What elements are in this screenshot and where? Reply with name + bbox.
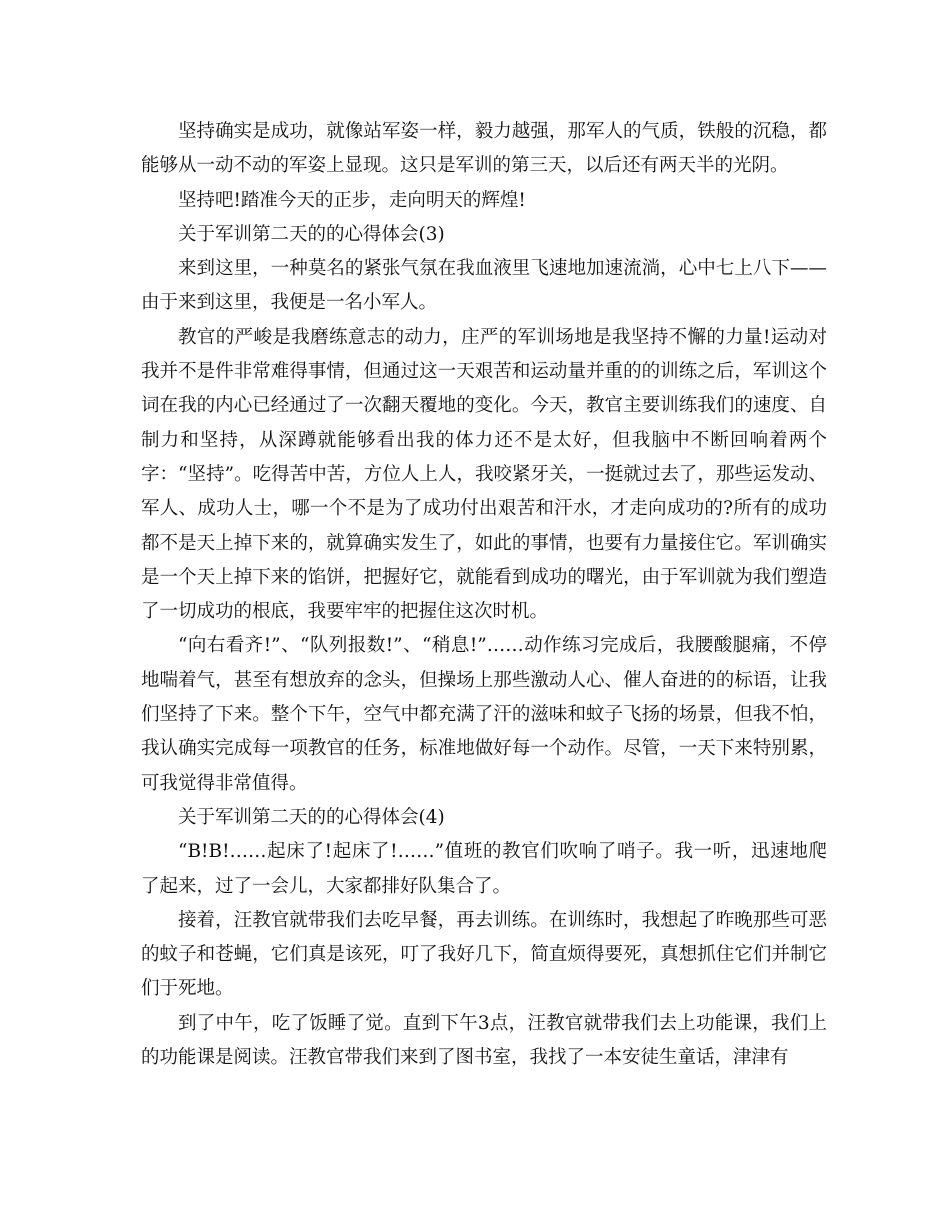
section-heading: 关于军训第二天的的心得体会(3) — [178, 223, 445, 245]
document-body — [141, 115, 827, 1075]
paragraph: 接着，汪教官就带我们去吃早餐，再去训练。在训练时，我想起了昨晚那些可恶的蚊子和苍蝇，它们真是该死，叮了我好几下，简直烦得要死，真想抓住它们并制它们于死地。 — [141, 909, 827, 1000]
paragraph: 到了中午，吃了饭睡了觉。直到下午3点，汪教官就带我们去上功能课，我们上的功能课是阅读。汪教官带我们来到了图书室，我找了一本安徒生童话，津津有 — [141, 1012, 827, 1069]
paragraph: 来到这里，一种莫名的紧张气氛在我血液里飞速地加速流淌，心中七上八下——由于来到这里，我便是一名小军人。 — [141, 258, 827, 314]
section-heading: 关于军训第二天的的心得体会(4) — [178, 806, 445, 828]
paragraph: “B!B!……起床了!起床了!……”值班的教官们吹响了哨子。我一听，迅速地爬了起来，过了一会儿，大家都排好队集合了。 — [141, 841, 827, 897]
paragraph: 教官的严峻是我磨练意志的动力，庄严的军训场地是我坚持不懈的力量!运动对我并不是件非常难得事情，但通过这一天艰苦和运动量并重的的训练之后，军训这个词在我的内心已经通过了一次翻天覆地的变化。今天，教官主要训练我们的速度、自制力和坚持，从深蹲就能够看出我的体力还不是太好，但我脑中不断回响着两个字：“坚持”。吃得苦中苦，方位人上人，我咬紧牙关，一挺就过去了，那些运发动、军人、成功人士，哪一个不是为了成功付出艰苦和汗水，才走向成功的?所有的成功都不是天上掉下来的，就算确实发生了，如此的事情，也要有力量接住它。军训确实是一个天上掉下来的馅饼，把握好它，就能看到成功的曙光，由于军训就为我们塑造了一切成功的根底，我要牢牢的把握住这次时机。 — [141, 326, 827, 623]
paragraph: 坚持确实是成功，就像站军姿一样，毅力越强，那军人的气质，铁般的沉稳，都能够从一动不动的军姿上显现。这只是军训的第三天，以后还有两天半的光阴。 — [141, 121, 827, 177]
paragraph: 坚持吧!踏准今天的正步，走向明天的辉煌! — [178, 189, 526, 211]
paragraph: “向右看齐!”、“队列报数!”、“稍息!”……动作练习完成后，我腰酸腿痛，不停地喘着气，甚至有想放弃的念头，但操场上那些激动人心、催人奋进的的标语，让我们坚持了下来。整个下午，空气中都充满了汗的滋味和蚊子飞扬的场景，但我不怕，我认确实完成每一项教官的任务，标准地做好每一个动作。尽管，一天下来特别累，可我觉得非常值得。 — [141, 635, 827, 794]
